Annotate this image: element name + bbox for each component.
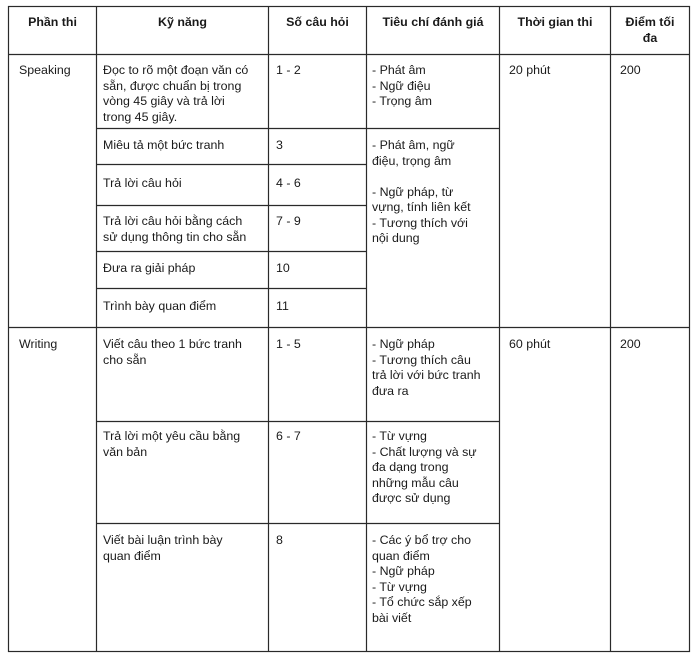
speaking-skill-5: Đưa ra giải pháp <box>103 261 196 275</box>
speaking-num-6: 11 <box>276 299 289 313</box>
speaking-skill-3: Trả lời câu hỏi <box>103 176 182 190</box>
part-writing: Writing <box>19 337 58 351</box>
speaking-num-3: 4 - 6 <box>276 176 301 190</box>
header-part: Phần thi <box>28 15 77 29</box>
writing-skill-1: Viết câu theo 1 bức tranh cho sẵn <box>103 337 242 367</box>
speaking-criteria-2: - Phát âm, ngữ điệu, trọng âm - Ngữ pháp, từ vựng, tính liên kết - Tương thích với nội dung <box>372 138 471 245</box>
speaking-num-5: 10 <box>276 261 290 275</box>
header-criteria: Tiêu chí đánh giá <box>382 15 484 29</box>
speaking-num-4: 7 - 9 <box>276 214 301 228</box>
writing-time: 60 phút <box>509 337 551 351</box>
speaking-skill-1: Đọc to rõ một đoạn văn có sẵn, được chuẩn bị trong vòng 45 giây và trả lời trong 45 giây. <box>103 63 249 124</box>
writing-num-1: 1 - 5 <box>276 337 301 351</box>
speaking-num-1: 1 - 2 <box>276 63 301 77</box>
speaking-skill-2: Miêu tả một bức tranh <box>103 138 225 152</box>
speaking-skill-4: Trả lời câu hỏi bằng cách sử dụng thông tin cho sẵn <box>103 214 247 244</box>
header-num-questions: Số câu hỏi <box>286 15 349 29</box>
header-time: Thời gian thi <box>517 15 593 29</box>
writing-max-score: 200 <box>620 337 641 351</box>
speaking-skill-6: Trình bày quan điểm <box>103 299 217 313</box>
writing-num-2: 6 - 7 <box>276 429 301 443</box>
writing-skill-2: Trả lời một yêu cầu bằng văn bản <box>103 429 241 459</box>
speaking-criteria-1: - Phát âm - Ngữ điệu - Trọng âm <box>372 63 432 108</box>
writing-criteria-3: - Các ý bổ trợ cho quan điểm - Ngữ pháp - Từ vựng - Tổ chức sắp xếp bài viết <box>372 533 472 625</box>
writing-criteria-1: - Ngữ pháp - Tương thích câu trả lời với bức tranh đưa ra <box>372 337 481 398</box>
speaking-num-2: 3 <box>276 138 283 152</box>
writing-num-3: 8 <box>276 533 283 547</box>
header-skill: Kỹ năng <box>158 15 207 29</box>
part-speaking: Speaking <box>19 63 71 77</box>
writing-skill-3: Viết bài luận trình bày quan điểm <box>103 533 223 563</box>
header-max-score: Điểm tối đa <box>625 15 675 45</box>
writing-criteria-2: - Từ vựng - Chất lượng và sự đa dạng trong những mẫu câu được sử dụng <box>372 429 477 505</box>
speaking-time: 20 phút <box>509 63 551 77</box>
speaking-max-score: 200 <box>620 63 641 77</box>
